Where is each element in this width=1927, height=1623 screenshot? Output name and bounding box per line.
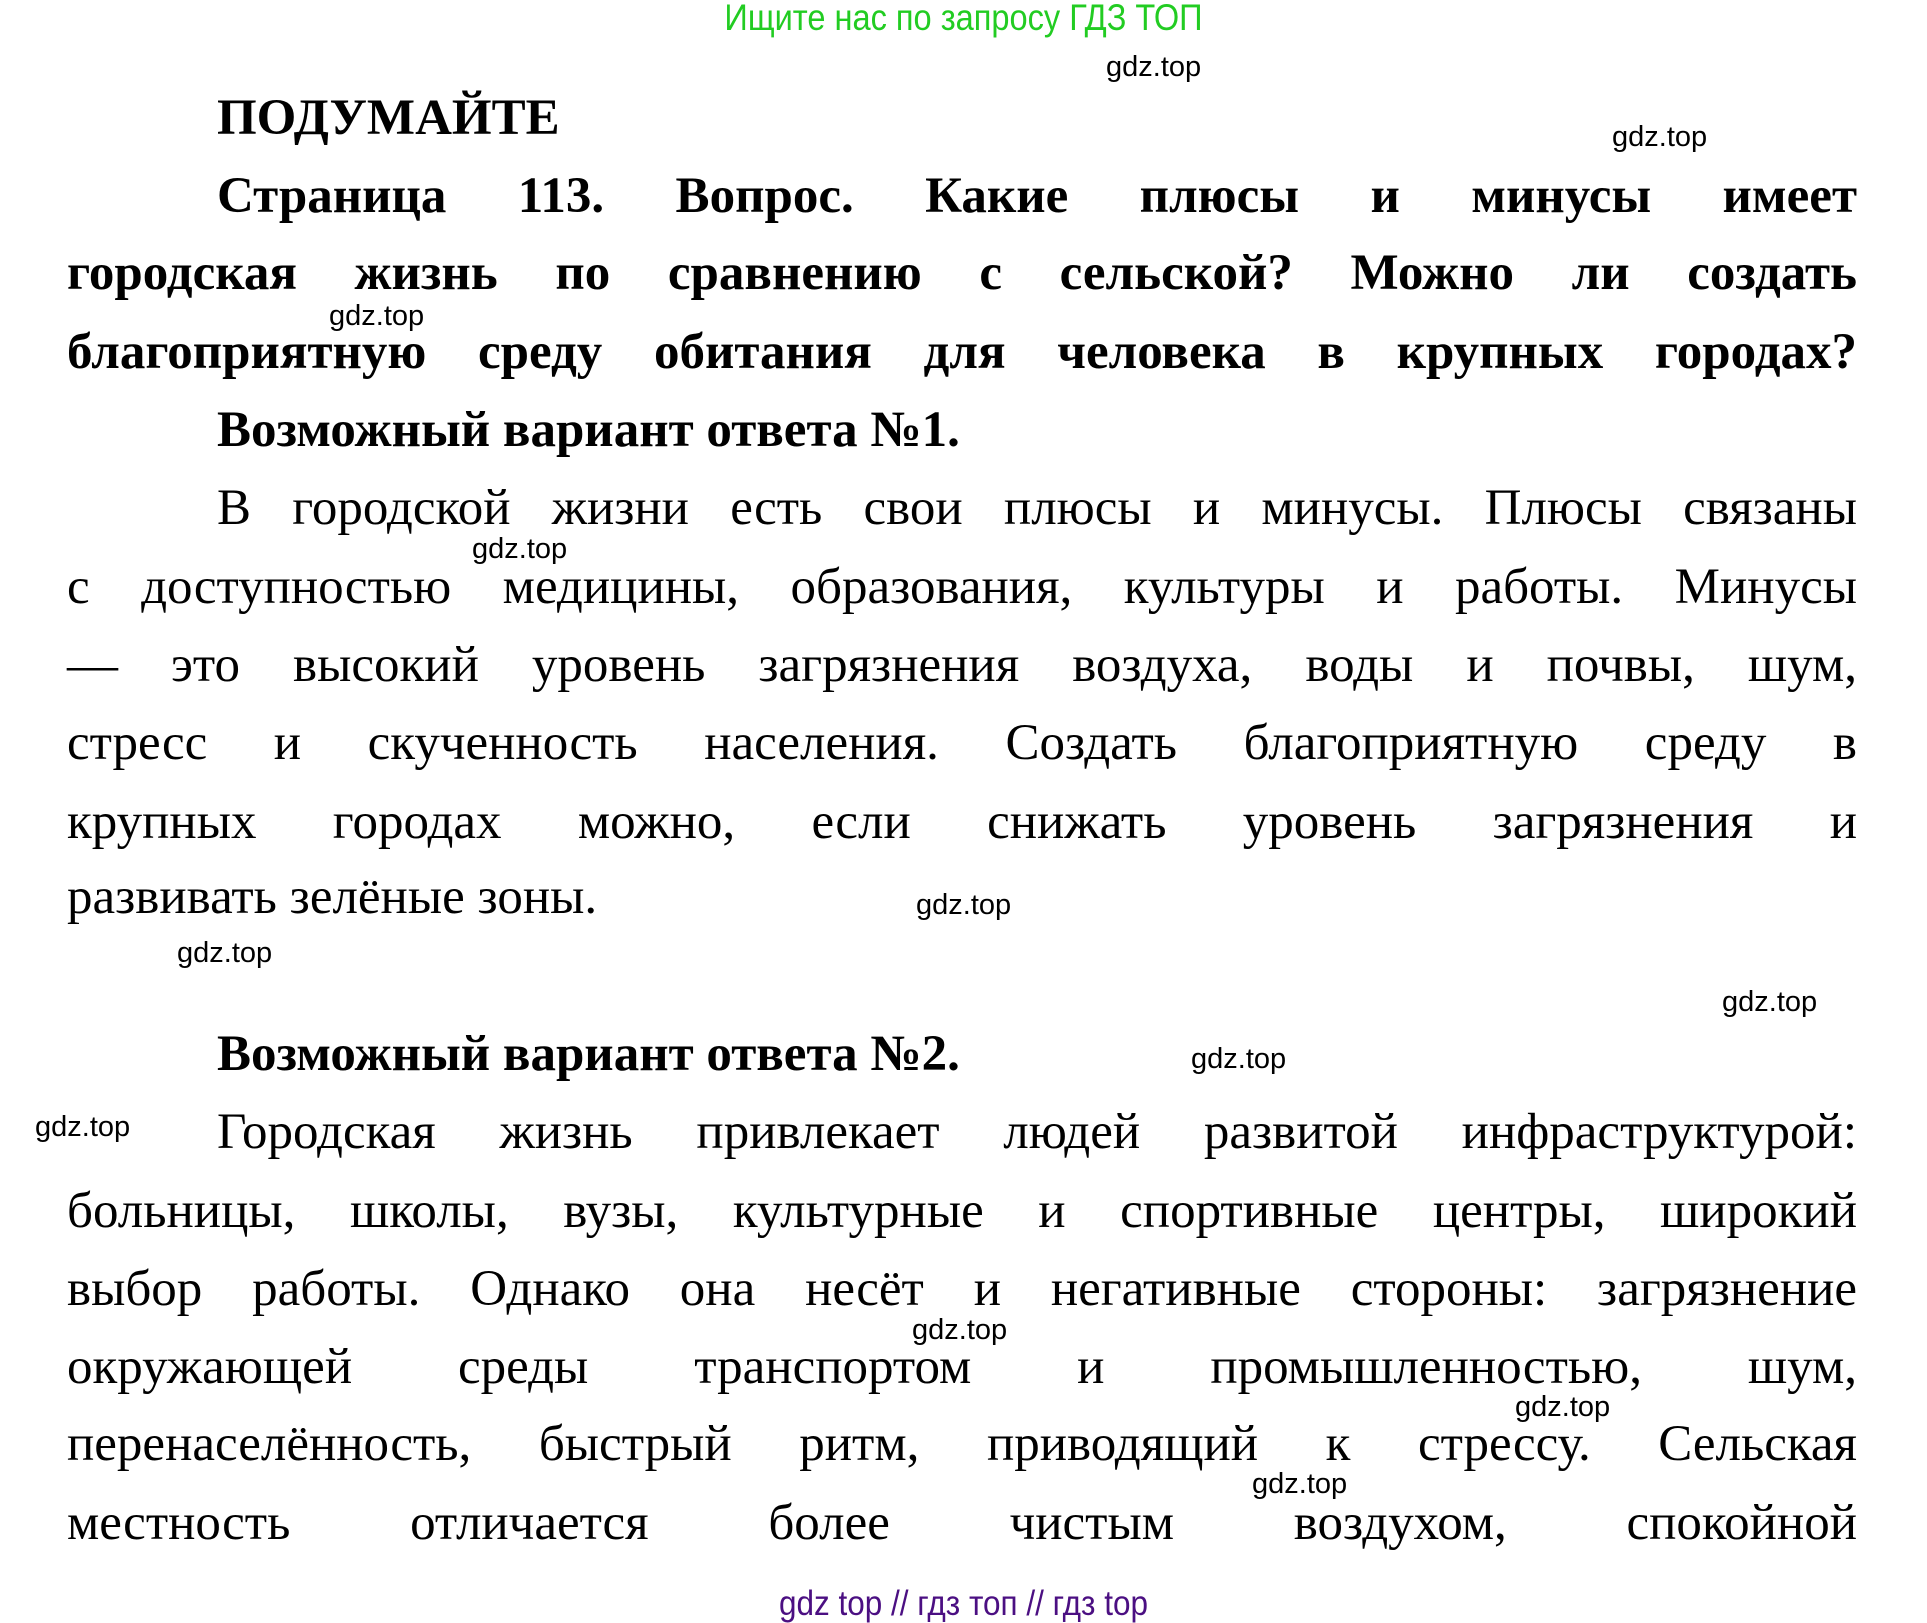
question-line: благоприятную среду обитания для человека в крупных городах? bbox=[67, 324, 1857, 380]
answer1-line: с доступностью медицины, образования, культуры и работы. Минусы bbox=[67, 559, 1857, 615]
watermark: gdz.top bbox=[35, 1111, 131, 1143]
watermark: gdz.top bbox=[1252, 1468, 1348, 1500]
answer1-line: стресс и скученность населения. Создать благоприятную среду в bbox=[67, 715, 1857, 771]
answer1-line: развивать зелёные зоны. bbox=[67, 869, 598, 925]
watermark: gdz.top bbox=[1191, 1043, 1287, 1075]
watermark: gdz.top bbox=[1722, 986, 1818, 1018]
watermark: gdz.top bbox=[1612, 121, 1708, 153]
question-line: городская жизнь по сравнению с сельской? Можно ли создать bbox=[67, 245, 1857, 301]
section-heading: ПОДУМАЙТЕ bbox=[217, 90, 560, 146]
answer1-line: В городской жизни есть свои плюсы и минусы. Плюсы связаны bbox=[217, 480, 1857, 536]
answer2-line: больницы, школы, вузы, культурные и спортивные центры, широкий bbox=[67, 1183, 1857, 1239]
watermark: gdz.top bbox=[916, 889, 1012, 921]
answer1-line: крупных городах можно, если снижать уровень загрязнения и bbox=[67, 794, 1857, 850]
watermark: gdz.top bbox=[1515, 1391, 1611, 1423]
question-line: Страница 113. Вопрос. Какие плюсы и минусы имеет bbox=[217, 168, 1857, 224]
answer2-line: местность отличается более чистым воздухом, спокойной bbox=[67, 1495, 1857, 1551]
watermark: gdz.top bbox=[912, 1314, 1008, 1346]
answer2-title: Возможный вариант ответа №2. bbox=[217, 1026, 960, 1082]
answer2-line: окружающей среды транспортом и промышленностью, шум, bbox=[67, 1339, 1857, 1395]
answer2-line: выбор работы. Однако она несёт и негативные стороны: загрязнение bbox=[67, 1261, 1857, 1317]
search-banner: Ищите нас по запросу ГДЗ ТОП bbox=[724, 0, 1203, 38]
watermark: gdz.top bbox=[329, 300, 425, 332]
answer2-line: Городская жизнь привлекает людей развитой инфраструктурой: bbox=[217, 1104, 1857, 1160]
answer2-line: перенаселённость, быстрый ритм, приводящий к стрессу. Сельская bbox=[67, 1416, 1857, 1472]
watermark: gdz.top bbox=[177, 937, 273, 969]
watermark: gdz.top bbox=[1106, 51, 1202, 83]
footer-watermark: gdz top // гдз топ // гдз top bbox=[778, 1584, 1149, 1623]
watermark: gdz.top bbox=[472, 533, 568, 565]
answer1-title: Возможный вариант ответа №1. bbox=[217, 402, 960, 458]
answer1-line: — это высокий уровень загрязнения воздуха, воды и почвы, шум, bbox=[67, 637, 1857, 693]
